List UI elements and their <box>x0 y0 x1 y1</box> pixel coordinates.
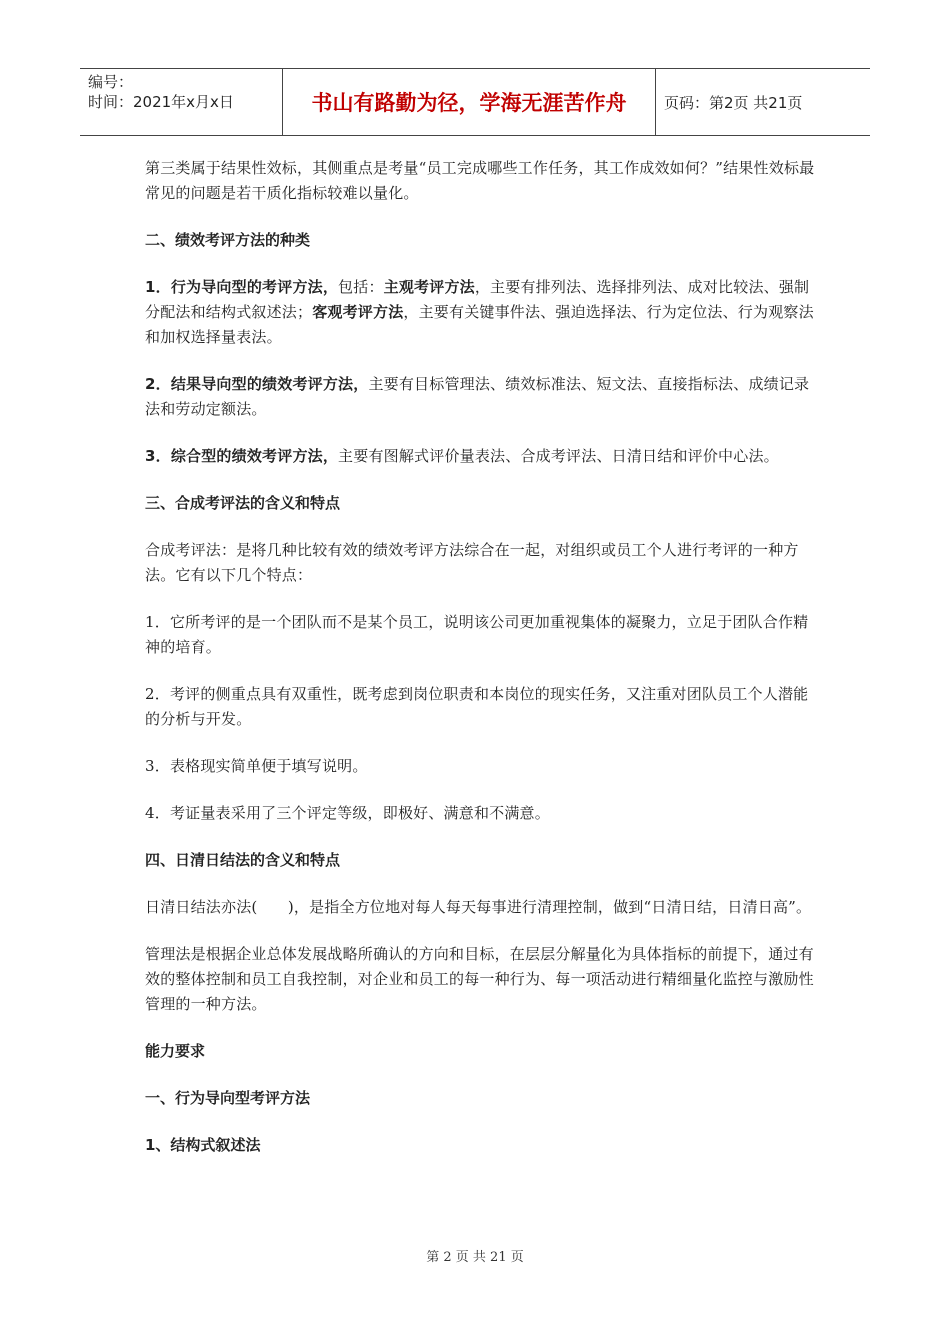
composite-feature-2: 2．考评的侧重点具有双重性，既考虑到岗位职责和本岗位的现实任务，又注重对团队员工个人潜能的分析与开发。 <box>145 685 809 728</box>
page-footer: 第 2 页 共 21 页 <box>426 1250 524 1265</box>
method-result-title: 2．结果导向型的绩效考评方法， <box>145 375 369 393</box>
daily-management: 管理法是根据企业总体发展战略所确认的方向和目标，在层层分解量化为具体指标的前提下，通过有效的整体控制和员工自我控制，对企业和员工的每一种行为、每一项活动进行精细量化监控与激励性管理的一种方法。 <box>145 945 814 1013</box>
method-result-paragraph <box>145 372 815 422</box>
header-motto: 书山有路勤为径，学海无涯苦作舟 <box>282 69 656 135</box>
section-heading-types: 二、绩效考评方法的种类 <box>145 231 311 249</box>
section-heading-structured: 1、结构式叙述法 <box>145 1136 261 1154</box>
method-behavior-paragraph <box>145 275 815 350</box>
composite-definition: 合成考评法：是将几种比较有效的绩效考评方法综合在一起，对组织或员工个人进行考评的一种方法。它有以下几个特点： <box>145 541 799 584</box>
section-heading-ability: 能力要求 <box>145 1042 206 1060</box>
section-heading-composite: 三、合成考评法的含义和特点 <box>145 494 341 512</box>
method-behavior-title: 1．行为导向型的考评方法， <box>145 278 339 296</box>
document-body <box>145 156 815 1180</box>
method-composite-text: 主要有图解式评价量表法、合成考评法、日清日结和评价中心法。 <box>338 447 779 465</box>
page-header <box>80 68 870 136</box>
section-heading-daily: 四、日清日结法的含义和特点 <box>145 851 341 869</box>
document-number-label: 编号： <box>88 73 134 91</box>
method-composite-title: 3．综合型的绩效考评方法， <box>145 447 339 465</box>
method-behavior-text-c: ，主要有排列法、选择排列法、成对比较法、强制分配法和结构式叙述法； <box>145 278 810 321</box>
header-page-info: 页码：第2页 共21页 <box>664 93 803 112</box>
header-meta <box>80 69 282 135</box>
objective-method-label: 客观考评方法 <box>312 303 404 321</box>
document-date: 时间：2021年x月x日 <box>88 93 234 111</box>
method-result-text: 主要有目标管理法、绩效标准法、短文法、直接指标法、成绩记录法和劳动定额法。 <box>145 375 810 418</box>
method-composite-paragraph <box>145 444 815 469</box>
subjective-method-label: 主观考评方法 <box>383 278 475 296</box>
composite-feature-3: 3．表格现实简单便于填写说明。 <box>145 757 368 775</box>
section-heading-behavior: 一、行为导向型考评方法 <box>145 1089 311 1107</box>
paragraph-result-criteria: 第三类属于结果性效标，其侧重点是考量“员工完成哪些工作任务，其工作成效如何？”结果性效标最常见的问题是若干质化指标较难以量化。 <box>145 159 815 202</box>
composite-feature-4: 4．考证量表采用了三个评定等级，即极好、满意和不满意。 <box>145 804 550 822</box>
method-behavior-text-a: 包括： <box>338 278 384 296</box>
method-behavior-text-e: ，主要有关键事件法、强迫选择法、行为定位法、行为观察法和加权选择量表法。 <box>145 303 814 346</box>
daily-definition: 日清日结法亦法( )，是指全方位地对每人每天每事进行清理控制，做到“日清日结，日清日高”。 <box>145 898 812 916</box>
composite-feature-1: 1．它所考评的是一个团队而不是某个员工，说明该公司更加重视集体的凝聚力，立足于团队合作精神的培育。 <box>145 613 809 656</box>
